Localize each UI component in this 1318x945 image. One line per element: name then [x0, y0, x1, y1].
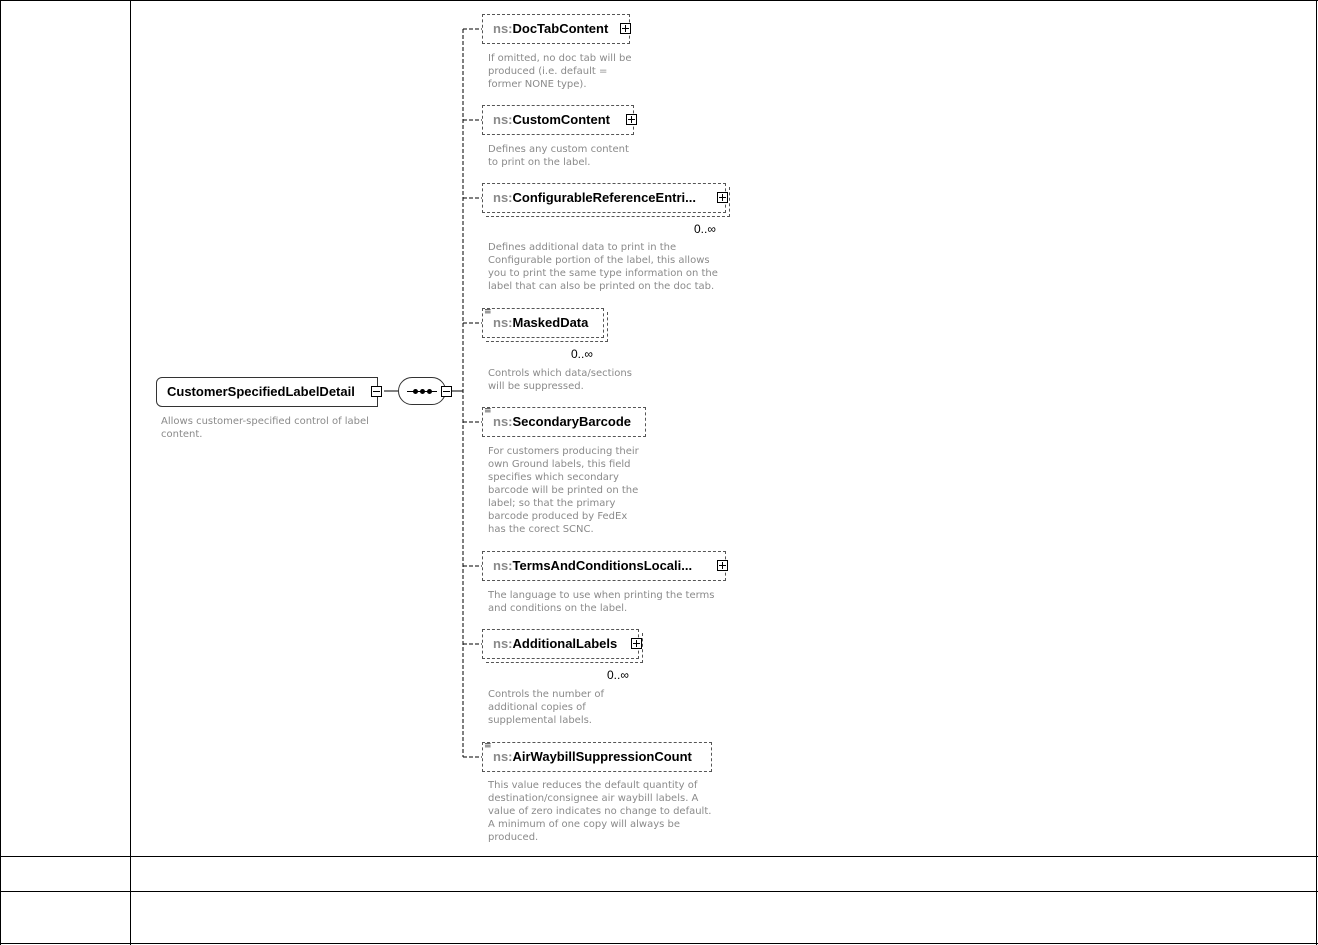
- annotation-icon: ≡: [484, 307, 491, 317]
- namespace-prefix: ns:: [493, 558, 513, 573]
- element-doc: The language to use when printing the terms and conditions on the label.: [488, 590, 715, 614]
- element-doc: Controls which data/sections will be suppressed.: [488, 368, 632, 392]
- element-node-customcontent[interactable]: [482, 105, 634, 135]
- element-node-termsandconditionslocalization[interactable]: [482, 551, 726, 581]
- multiplicity-label: 0..∞: [607, 668, 629, 682]
- namespace-prefix: ns:: [493, 414, 513, 429]
- namespace-prefix: ns:: [493, 112, 513, 127]
- element-name: AirWaybillSuppressionCount: [512, 749, 692, 764]
- root-element-doc: Allows customer-specified control of label content.: [161, 416, 369, 440]
- root-element-label: CustomerSpecifiedLabelDetail: [167, 384, 355, 399]
- root-element-node[interactable]: [156, 377, 378, 407]
- element-node-additionallabels[interactable]: [482, 629, 639, 659]
- collapse-icon[interactable]: [441, 386, 452, 397]
- namespace-prefix: ns:: [493, 636, 513, 651]
- element-name: CustomContent: [512, 112, 610, 127]
- collapse-icon[interactable]: [371, 386, 382, 397]
- sequence-dot: [427, 389, 432, 394]
- element-name: MaskedData: [512, 315, 589, 330]
- element-doc: If omitted, no doc tab will be produced (i.e. default = former NONE type).: [488, 53, 632, 90]
- element-doc: This value reduces the default quantity of destination/consignee air waybill labels. A value of zero indicates no change to default. A minimum of one copy will always be produced.: [488, 780, 712, 843]
- element-doc: Defines additional data to print in the Configurable portion of the label, this allows you to print the same type information on the label that can also be printed on the doc tab.: [488, 242, 718, 292]
- element-name: TermsAndConditionsLocali...: [512, 558, 693, 573]
- namespace-prefix: ns:: [493, 21, 513, 36]
- element-doc: Defines any custom content to print on the label.: [488, 144, 629, 168]
- element-name: DocTabContent: [512, 21, 609, 36]
- element-node-maskeddata[interactable]: [482, 308, 604, 338]
- element-node-secondarybarcode[interactable]: [482, 407, 646, 437]
- expand-icon[interactable]: [626, 114, 637, 125]
- element-doc: Controls the number of additional copies of supplemental labels.: [488, 689, 604, 726]
- expand-icon[interactable]: [620, 23, 631, 34]
- sequence-dot: [420, 389, 425, 394]
- multiplicity-label: 0..∞: [571, 347, 593, 361]
- element-node-configurablereferenceentries[interactable]: [482, 183, 726, 213]
- element-name: ConfigurableReferenceEntri...: [512, 190, 696, 205]
- element-node-airwaybillsuppressioncount[interactable]: [482, 742, 712, 772]
- sequence-compositor[interactable]: [398, 377, 446, 405]
- expand-icon[interactable]: [717, 560, 728, 571]
- namespace-prefix: ns:: [493, 190, 513, 205]
- sequence-dot: [413, 389, 418, 394]
- namespace-prefix: ns:: [493, 315, 513, 330]
- multiplicity-label: 0..∞: [694, 222, 716, 236]
- element-name: AdditionalLabels: [512, 636, 618, 651]
- annotation-icon: ≡: [484, 741, 491, 751]
- expand-icon[interactable]: [717, 192, 728, 203]
- expand-icon[interactable]: [631, 638, 642, 649]
- element-name: SecondaryBarcode: [512, 414, 631, 429]
- element-node-doctabcontent[interactable]: [482, 14, 630, 44]
- element-doc: For customers producing their own Ground labels, this field specifies which secondary barcode will be printed on the label; so that the primary barcode produced by FedEx has the corect SCNC.: [488, 446, 639, 535]
- annotation-icon: ≡: [484, 406, 491, 416]
- namespace-prefix: ns:: [493, 749, 513, 764]
